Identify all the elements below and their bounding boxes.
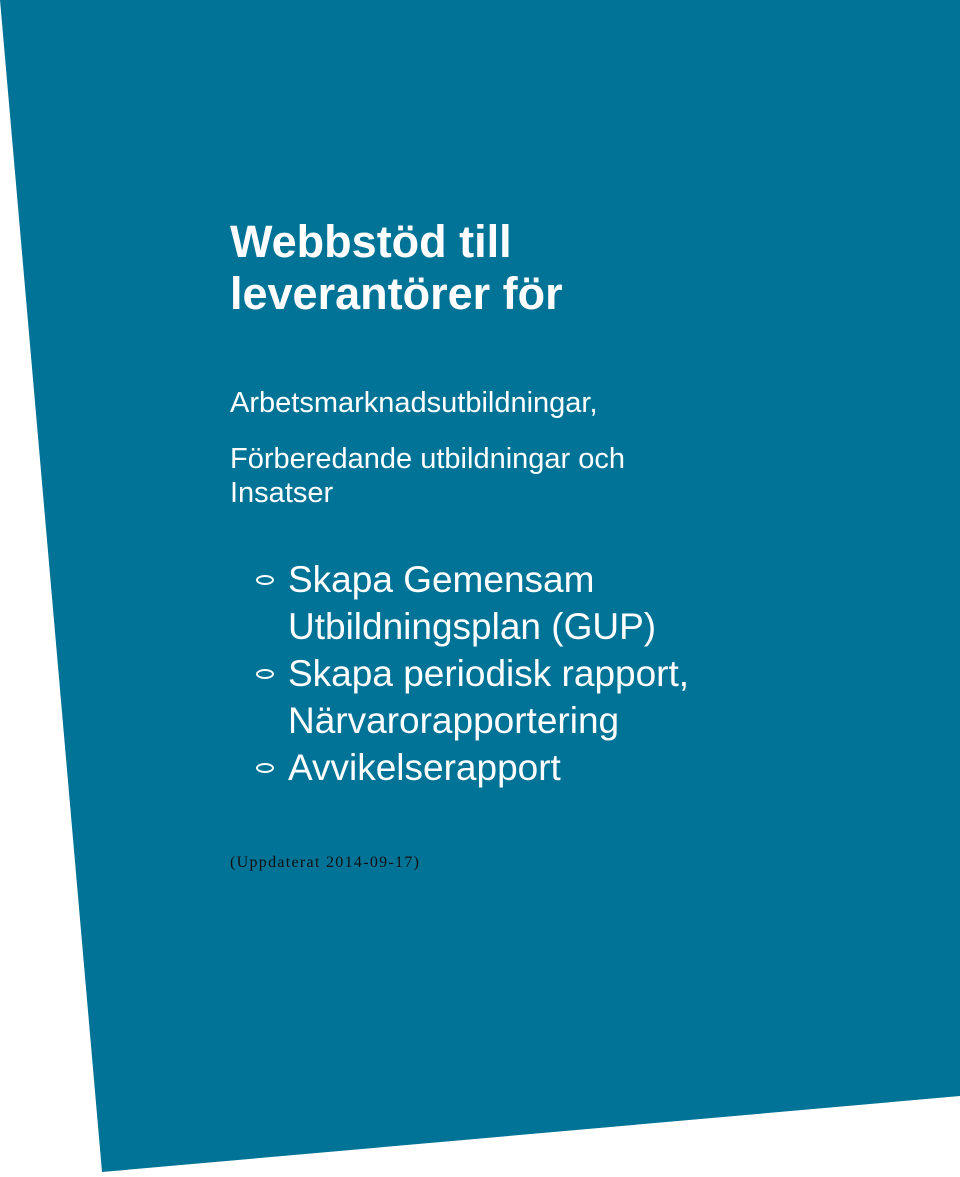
title-line-2: leverantörer för: [230, 268, 563, 319]
document-title: [230, 216, 930, 320]
updated-date-note: (Uppdaterat 2014-09-17): [230, 854, 421, 871]
topic-line: Avvikelserapport: [288, 747, 561, 788]
subtitle-line-1: Arbetsmarknadsutbildningar,: [230, 387, 598, 419]
topic-item-periodisk-rapport: [252, 650, 942, 744]
document-subtitle: [230, 386, 930, 510]
topic-line: Skapa periodisk rapport,: [288, 653, 690, 694]
bullet-icon: [256, 669, 274, 679]
topic-list: [252, 556, 942, 791]
bullet-icon: [256, 575, 274, 585]
bullet-icon: [256, 763, 274, 773]
topic-item-avvikelserapport: [252, 744, 942, 791]
topic-line: Skapa Gemensam: [288, 559, 595, 600]
subtitle-line-2: Förberedande utbildningar och: [230, 443, 625, 475]
topic-line: Närvarorapportering: [288, 700, 620, 741]
topic-item-gup: [252, 556, 942, 650]
title-line-1: Webbstöd till: [230, 216, 512, 267]
topic-line: Utbildningsplan (GUP): [288, 606, 657, 647]
subtitle-line-3: Insatser: [230, 477, 334, 509]
